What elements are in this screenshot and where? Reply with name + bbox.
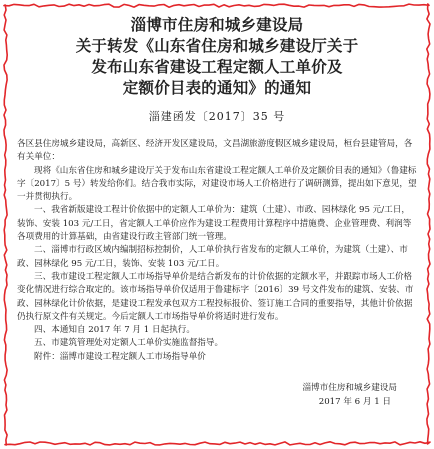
paragraph: 五、市建筑管理处对定额人工单价实施监督指导。 [34,338,224,349]
title-line: 发布山东省建设工程定额人工单价及 [91,57,343,76]
paragraph: 三、我市建设工程定额人工市场指导单价是结合新发布的计价依据的定额水平，并跟踪市场人工价格变化情况进行综合取定的。该市场指导单价仅适用于鲁建标字〔2016〕39 号文件发布的建筑、安装、市政、园林绿化计价依据，是建设工程发承包双方工程投标报价、签订施工合同的重要指导，其他计价依据仍执行原文件有关规定。今后定额人工市场指导单价将适时进行发布。 [17,271,414,322]
title-line: 定额价目表的通知》的通知 [122,78,312,97]
paragraph: 二、淄博市行政区域内编制招标控制价，人工单价执行省发布的定额人工单价，为建筑（土建）、市政、园林绿化 95 元/工日，装饰、安装 103 元/工日。 [17,245,408,269]
title-line: 关于转发《山东省住房和城乡建设厅关于 [75,36,359,55]
notice-document [17,14,417,409]
attachment-line: 附件：淄博市建设工程定额人工市场指导单价 [34,351,206,362]
salutation: 各区县住房城乡建设局，高新区、经济开发区建设局，文昌湖旅游度假区城乡建设局，桓台县建管局，各有关单位： [17,139,413,163]
document-title [17,14,417,98]
document-number: 淄建函发〔2017〕35 号 [148,110,286,123]
document-body [17,138,417,364]
paragraph: 一、我省新版建设工程计价依据中的定额人工单价为：建筑（土建）、市政、园林绿化 95 元/工日，装饰、安装 103 元/工日，省定额人工单价应作为建设工程费用计算程序中措施费、企业管理费、利润等各项费用的计算基础，由省建设行政主管部门统一管理。 [17,205,412,243]
signature-block [17,381,417,409]
signature-org: 淄博市住房和城乡建设局 [302,383,397,394]
title-line: 淄博市住房和城乡建设局 [130,15,304,34]
signature-date: 2017 年 6 月 1 日 [318,397,391,408]
paragraph: 现将《山东省住房和城乡建设厅关于发布山东省建设工程定额人工单价及定额价目表的通知》（鲁建标字〔2017〕5 号）转发给你们。结合我市实际，对建设市场人工价格进行了调研测算，提出如下意见，望一并贯彻执行。 [17,165,417,203]
paragraph: 四、本通知自 2017 年 7 月 1 日起执行。 [34,325,195,336]
